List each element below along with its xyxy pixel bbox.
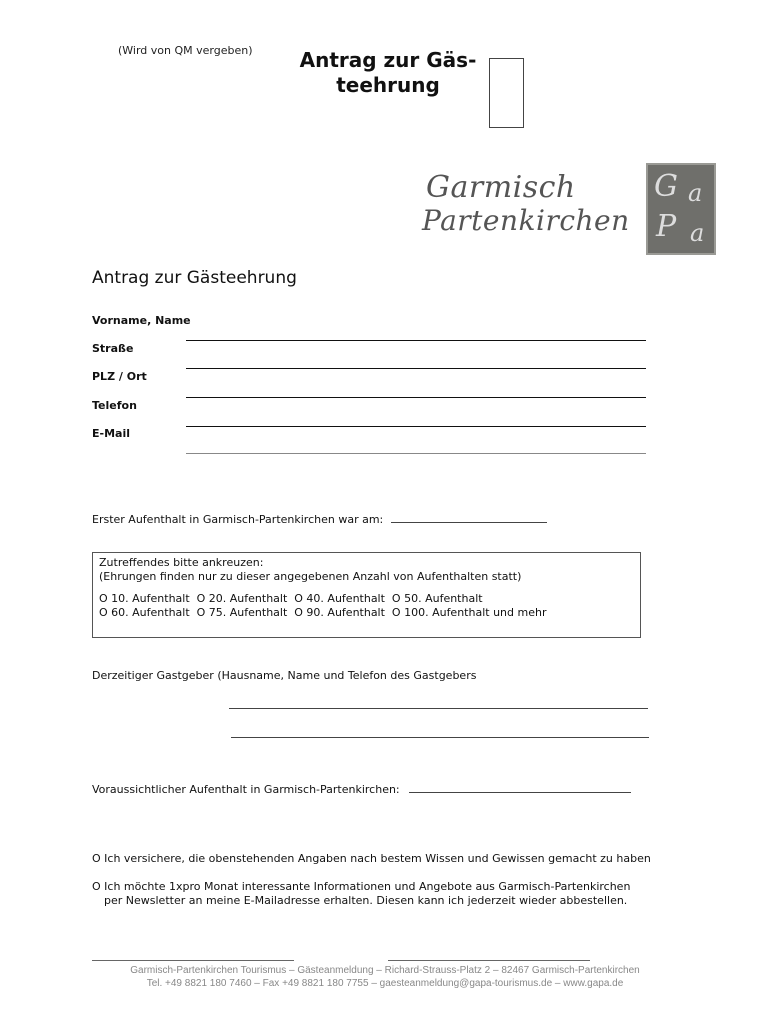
signature-line-left[interactable]: [92, 960, 294, 961]
consent-newsletter-line-2: per Newsletter an meine E-Mailadresse erhalten. Diesen kann ich jederzeit wieder abbestellen.: [104, 894, 628, 907]
field-label-street: Straße: [92, 342, 134, 355]
footer-contact: Tel. +49 8821 180 7460 – Fax +49 8821 180 7755 – gaesteanmeldung@gapa-tourismus.de – www.gapa.de: [146, 978, 624, 989]
first-stay-label: Erster Aufenthalt in Garmisch-Partenkirchen war am:: [92, 513, 384, 526]
field-label-email: E-Mail: [92, 427, 130, 440]
field-label-phone: Telefon: [92, 399, 137, 412]
host-label: Derzeitiger Gastgeber (Hausname, Name und Telefon des Gastgebers: [92, 669, 477, 682]
logo-line-2: Partenkirchen: [422, 204, 630, 237]
form-heading: Antrag zur Gästeehrung: [92, 268, 297, 288]
zip-city-input-line[interactable]: [186, 397, 646, 398]
box-note: (Ehrungen finden nur zu dieser angegebenen Anzahl von Aufenthalten statt): [99, 570, 522, 583]
stay-count-box: [92, 552, 641, 638]
logo-letter: P: [656, 209, 677, 244]
signature-line-right[interactable]: [388, 960, 590, 961]
logo-letter: a: [690, 219, 705, 247]
box-instruction: Zutreffendes bitte ankreuzen:: [99, 556, 264, 569]
gapa-logo-icon: [646, 163, 716, 255]
field-label-name: Vorname, Name: [92, 314, 191, 327]
street-input-line[interactable]: [186, 368, 646, 369]
footer: [60, 964, 710, 990]
consent-accuracy[interactable]: O Ich versichere, die obenstehenden Angaben nach bestem Wissen und Gewissen gemacht zu haben: [92, 852, 651, 865]
footer-address: Garmisch-Partenkirchen Tourismus – Gästeanmeldung – Richard-Strauss-Platz 2 – 82467 Garmisch-Partenkirchen: [130, 965, 640, 976]
garmisch-partenkirchen-logo: [420, 168, 645, 248]
stay-options-row-2[interactable]: O 60. Aufenthalt O 75. Aufenthalt O 90. Aufenthalt O 100. Aufenthalt und mehr: [99, 606, 547, 619]
expected-stay-label: Voraussichtlicher Aufenthalt in Garmisch-Partenkirchen:: [92, 783, 400, 796]
qm-number-box[interactable]: [489, 58, 524, 128]
expected-stay-row: [92, 782, 631, 796]
field-label-zip-city: PLZ / Ort: [92, 370, 147, 383]
consent-newsletter-line-1[interactable]: O Ich möchte 1xpro Monat interessante Informationen und Angebote aus Garmisch-Partenkirchen: [92, 880, 631, 893]
logo-line-1: Garmisch: [426, 170, 576, 205]
email-input-line[interactable]: [186, 453, 646, 454]
first-stay-row: [92, 512, 547, 526]
host-input-line-1[interactable]: [229, 708, 648, 709]
qm-note: (Wird von QM vergeben): [118, 44, 253, 57]
host-input-line-2[interactable]: [231, 737, 649, 738]
title-line-1: Antrag zur Gäs-: [299, 48, 477, 72]
logo-letter: G: [654, 169, 678, 204]
document-title: [298, 48, 478, 98]
stay-options-row-1[interactable]: O 10. Aufenthalt O 20. Aufenthalt O 40. Aufenthalt O 50. Aufenthalt: [99, 592, 483, 605]
title-line-2: teehrung: [336, 73, 440, 97]
name-input-line[interactable]: [186, 340, 646, 341]
expected-stay-line[interactable]: [409, 782, 631, 793]
logo-letter: a: [688, 179, 703, 207]
first-stay-date-line[interactable]: [391, 512, 547, 523]
phone-input-line[interactable]: [186, 426, 646, 427]
